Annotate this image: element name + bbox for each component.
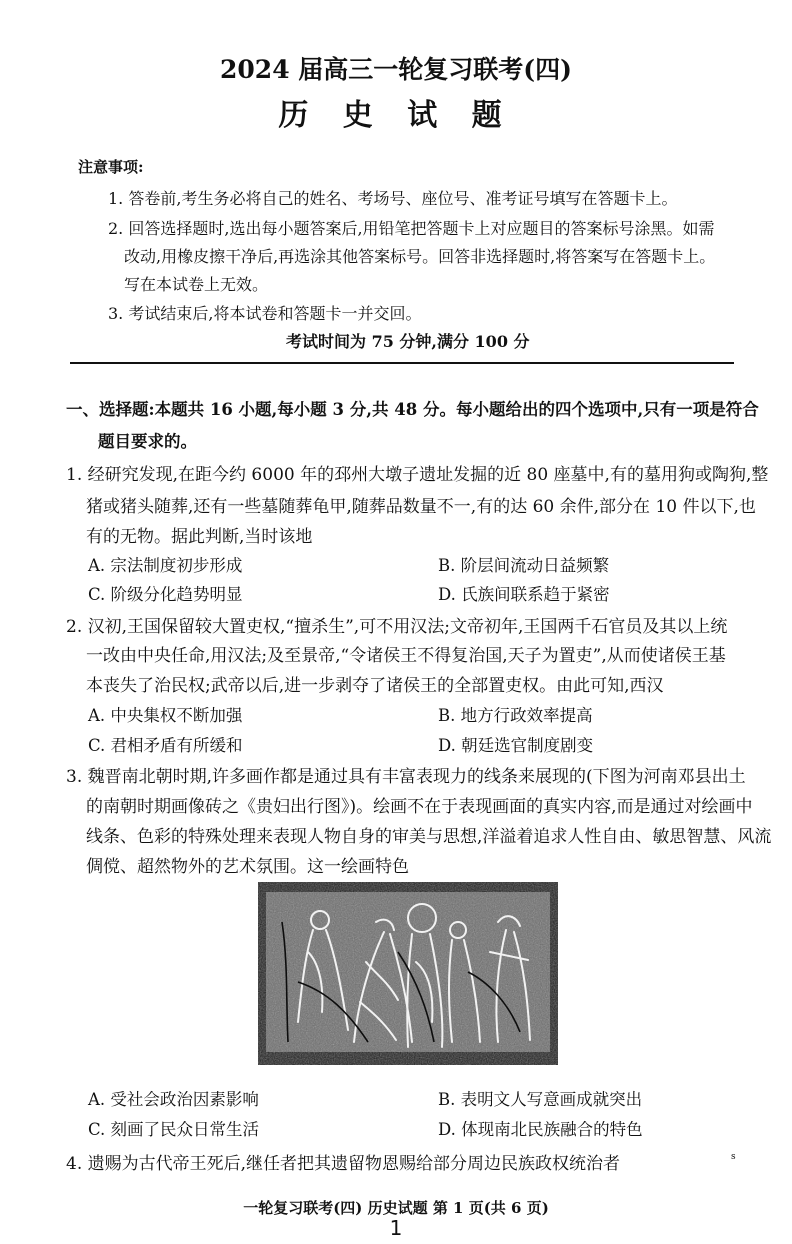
question-1-line: 1. 经研究发现,在距今约 6000 年的邳州大墩子遗址发掘的近 80 座墓中,有的墓用狗或陶狗,整 bbox=[66, 465, 769, 485]
question-3-line: 倜傥、超然物外的艺术氛围。这一绘画特色 bbox=[86, 857, 409, 877]
question-1-option-a: A. 宗法制度初步形成 bbox=[88, 556, 243, 575]
question-2-option-b: B. 地方行政效率提高 bbox=[438, 706, 593, 725]
question-2-option-d: D. 朝廷选官制度剧变 bbox=[438, 736, 594, 755]
question-1-option-d: D. 氏族间联系趋于紧密 bbox=[438, 585, 610, 604]
question-3-option-d: D. 体现南北民族融合的特色 bbox=[438, 1120, 643, 1139]
section-heading-cont: 题目要求的。 bbox=[98, 432, 197, 451]
question-2-line: 本丧失了治民权;武帝以后,进一步剥夺了诸侯王的全部置吏权。由此可知,西汉 bbox=[86, 676, 664, 696]
notice-line: 改动,用橡皮擦干净后,再选涂其他答案标号。回答非选择题时,将答案写在答题卡上。 bbox=[124, 247, 716, 266]
question-3-line: 的南朝时期画像砖之《贵妇出行图》)。绘画不在于表现画面的真实内容,而是通过对绘画中 bbox=[86, 797, 753, 817]
question-2-line: 一改由中央任命,用汉法;及至景帝,“令诸侯王不得复治国,天子为置吏”,从而使诸侯王基 bbox=[86, 646, 726, 666]
question-3-option-c: C. 刻画了民众日常生活 bbox=[88, 1120, 260, 1139]
brick-relief-image bbox=[258, 882, 558, 1065]
exam-duration: 考试时间为 75 分钟,满分 100 分 bbox=[286, 332, 530, 351]
question-2-line: 2. 汉初,王国保留较大置吏权,“擅杀生”,可不用汉法;文帝初年,王国两千石官员及其以上统 bbox=[66, 617, 728, 637]
page-footer: 一轮复习联考(四) 历史试题 第 1 页(共 6 页) bbox=[243, 1199, 549, 1217]
question-1-line: 有的无物。据此判断,当时该地 bbox=[86, 527, 313, 547]
question-1-option-c: C. 阶级分化趋势明显 bbox=[88, 585, 243, 604]
question-2-option-c: C. 君相矛盾有所缓和 bbox=[88, 736, 243, 755]
notice-line: 写在本试卷上无效。 bbox=[124, 275, 269, 294]
notice-line: 1. 答卷前,考生务必将自己的姓名、考场号、座位号、准考证号填写在答题卡上。 bbox=[108, 189, 678, 208]
notice-heading: 注意事项: bbox=[78, 158, 144, 176]
subject-title: 历 史 试 题 bbox=[278, 98, 514, 133]
exam-title: 2024 届高三一轮复习联考(四) bbox=[220, 55, 572, 84]
section-heading: 一、选择题:本题共 16 小题,每小题 3 分,共 48 分。每小题给出的四个选项中,只有一项是符合 bbox=[66, 400, 759, 419]
question-1-line: 猪或猪头随葬,还有一些墓随葬龟甲,随葬品数量不一,有的达 60 余件,部分在 10 件以下,也 bbox=[86, 497, 756, 517]
notice-line: 2. 回答选择题时,选出每小题答案后,用铅笔把答题卡上对应题目的答案标号涂黑。如需 bbox=[108, 219, 715, 238]
question-3-option-b: B. 表明文人写意画成就突出 bbox=[438, 1090, 643, 1109]
margin-mark: s bbox=[731, 1152, 736, 1162]
question-4-line: 4. 遗赐为古代帝王死后,继任者把其遗留物恩赐给部分周边民族政权统治者 bbox=[66, 1154, 621, 1174]
notice-line: 3. 考试结束后,将本试卷和答题卡一并交回。 bbox=[108, 304, 422, 323]
question-2-option-a: A. 中央集权不断加强 bbox=[88, 706, 243, 725]
question-3-line: 线条、色彩的特殊处理来表现人物自身的审美与思想,洋溢着追求人性自由、敏思智慧、风流 bbox=[86, 827, 772, 847]
question-3-option-a: A. 受社会政治因素影响 bbox=[88, 1090, 259, 1109]
question-1-option-b: B. 阶层间流动日益频繁 bbox=[438, 556, 610, 575]
divider bbox=[70, 362, 734, 364]
question-3-line: 3. 魏晋南北朝时期,许多画作都是通过具有丰富表现力的线条来展现的(下图为河南邓县出土 bbox=[66, 767, 746, 787]
page-number: 1 bbox=[389, 1216, 403, 1240]
